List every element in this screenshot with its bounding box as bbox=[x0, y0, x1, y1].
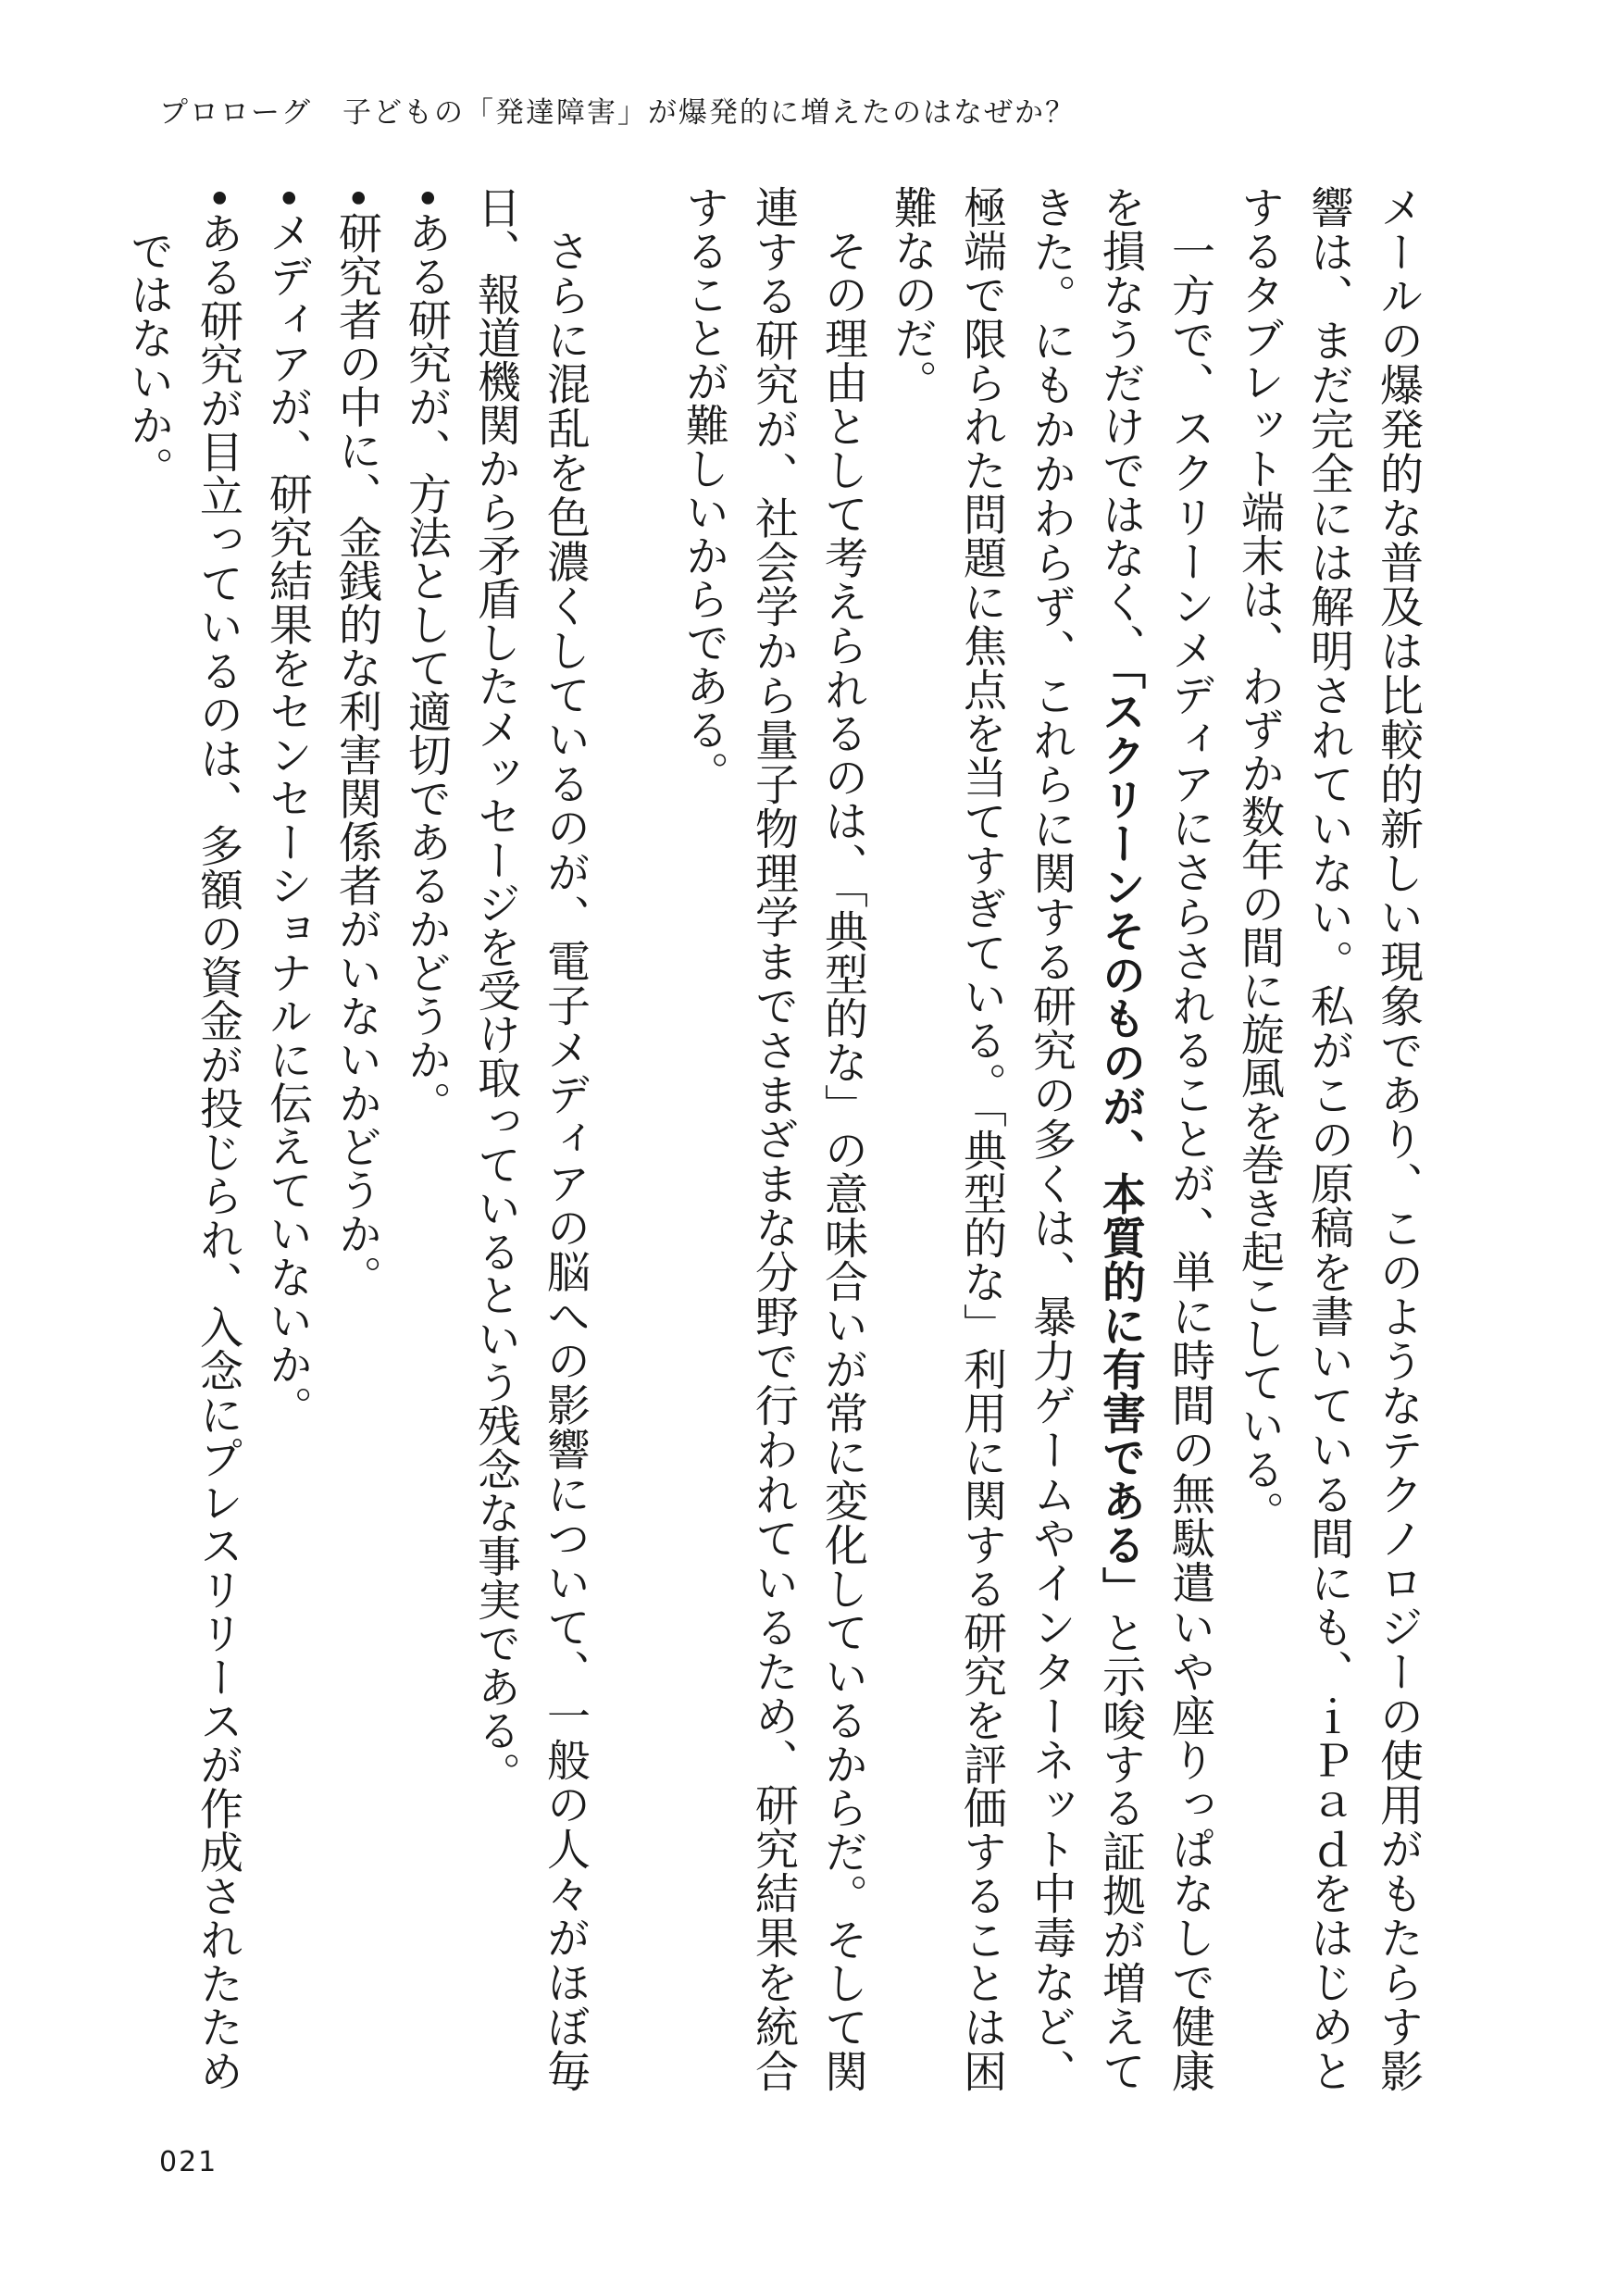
paragraph-1: メールの爆発的な普及は比較的新しい現象であり、このようなテクノロジーの使用がもたらす影響は、まだ完全には解明されていない。私がこの原稿を書いている間にも、ｉＰａｄをはじめとするタブレット端末は、わずか数年の間に旋風を巻き起こしている。 bbox=[1234, 185, 1424, 2092]
bullet-icon: • bbox=[331, 185, 382, 211]
bullet-item bbox=[392, 185, 461, 2092]
body-text bbox=[118, 185, 1433, 2092]
running-head: プロローグ 子どもの「発達障害」が爆発的に増えたのはなぜか？ bbox=[159, 96, 1076, 130]
bullet-icon: • bbox=[193, 185, 243, 211]
page-number: 021 bbox=[159, 2146, 218, 2178]
paragraph-2-text-a: 一方で、スクリーンメディアにさらされることが、単に時間の無駄遣いや座りっぱなしで健康を損なうだけではなく、 bbox=[1095, 185, 1215, 2092]
bullet-list bbox=[114, 185, 461, 2092]
bullet-item-text: メディアが、研究結果をセンセーショナルに伝えていないか。 bbox=[262, 210, 313, 1429]
bullet-item bbox=[253, 185, 322, 2092]
paragraph-4: さらに混乱を色濃くしているのが、電子メディアの脳への影響について、一般の人々がほぼ毎日、報道機関から矛盾したメッセージを受け取っているという残念な事実である。 bbox=[470, 185, 591, 2093]
emphasis-quote: 「スクリーンそのものが、本質的に有害である」 bbox=[1095, 667, 1146, 1611]
bullet-item bbox=[114, 185, 253, 2092]
paragraph-gap bbox=[600, 185, 669, 2092]
bullet-item bbox=[322, 185, 392, 2092]
bullet-icon: • bbox=[262, 185, 313, 211]
bullet-item-text: 研究者の中に、金銭的な利害関係者がいないかどうか。 bbox=[331, 210, 382, 1299]
bullet-icon: • bbox=[401, 185, 452, 211]
bullet-item-text: ある研究が、方法として適切であるかどうか。 bbox=[401, 210, 452, 1125]
paragraph-2 bbox=[877, 185, 1225, 2092]
paragraph-3: その理由として考えられるのは、「典型的な」の意味合いが常に変化しているからだ。そして関連する研究が、社会学から量子物理学までさまざまな分野で行われているため、研究結果を統合することが難しいからである。 bbox=[678, 185, 868, 2093]
bullet-item-text: ある研究が目立っているのは、多額の資金が投じられ、入念にプレスリリースが作成されたためではないか。 bbox=[123, 210, 243, 2092]
paragraph-2-text-b: と示唆する証拠が増えてきた。にもかかわらず、これらに関する研究の多くは、暴力ゲームやインターネット中毒など、極端で限られた問題に焦点を当てすぎている。「典型的な」利用に関する研究を評価することは困難なのだ。 bbox=[887, 185, 1146, 2093]
